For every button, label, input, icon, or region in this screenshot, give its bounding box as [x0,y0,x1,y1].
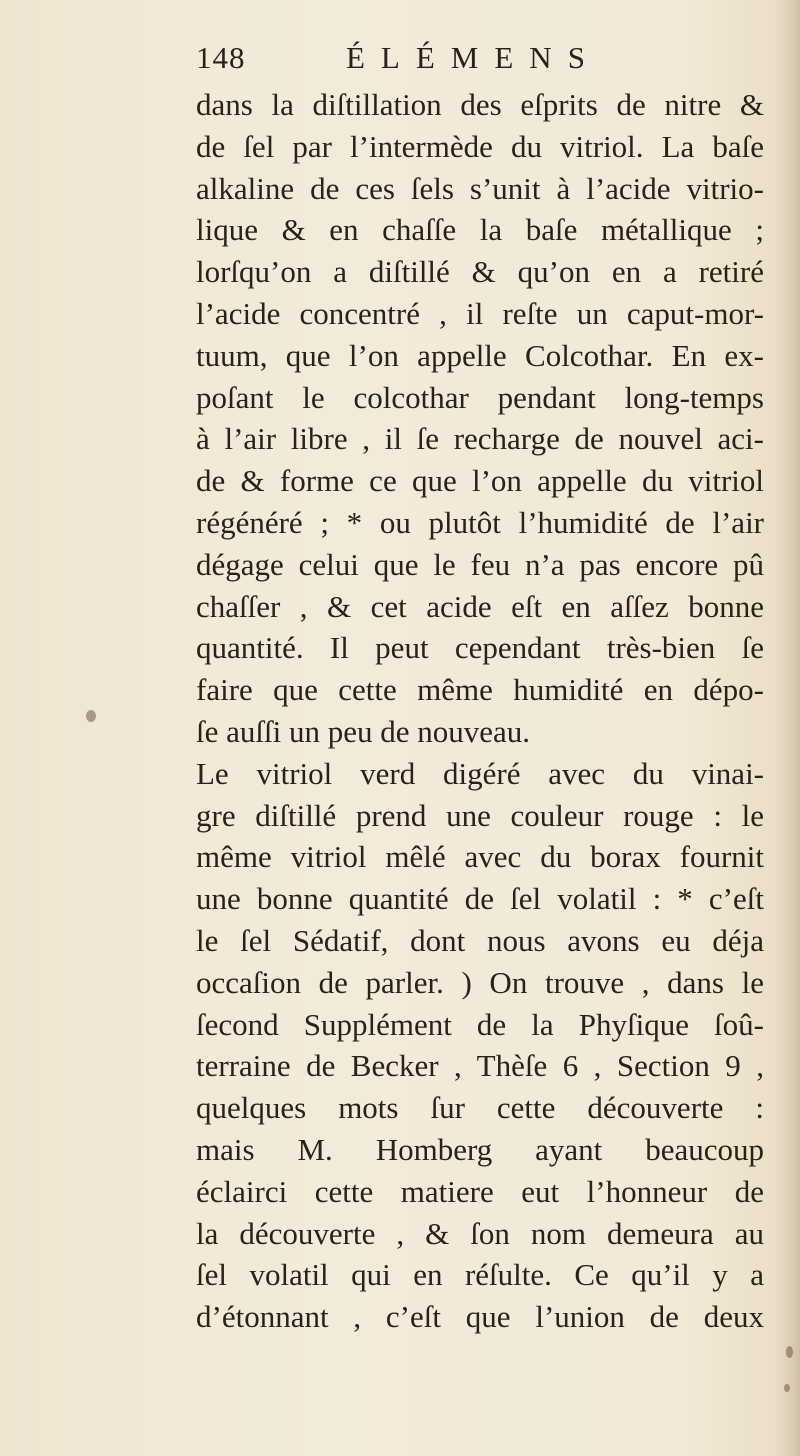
text-line: Le vitriol verd digéré avec du vinai- [196,755,764,791]
text-line: lorſqu’on a diſtillé & qu’on en a retiré [196,254,764,290]
text-line: une bonne quantité de ſel volatil : * c’eſt [196,881,764,917]
text-line: l’acide concentré , il reſte un caput-mor- [196,295,764,331]
running-title: ÉLÉMENS [346,40,601,75]
text-line: ſecond Supplément de la Phyſique ſoû- [196,1006,764,1042]
text-line: lique & en chaſſe la baſe métallique ; [196,212,764,248]
paper-spot [786,1346,793,1358]
text-line: la découverte , & ſon nom demeura au [196,1215,764,1251]
text-line: régénéré ; * ou plutôt l’humidité de l’air [196,504,764,540]
text-line: ſe auſſi un peu de nouveau. [196,713,531,749]
text-line: alkaline de ces ſels s’unit à l’acide vitrio- [196,170,764,206]
text-line: tuum, que l’on appelle Colcothar. En ex- [196,337,764,373]
text-line: de ſel par l’intermède du vitriol. La baſe [196,128,764,164]
text-line: mais M. Homberg ayant beaucoup [196,1131,764,1167]
text-line: éclairci cette matiere eut l’honneur de [196,1173,764,1209]
page-number: 148 [196,40,246,75]
text-line: même vitriol mêlé avec du borax fournit [196,839,764,875]
text-line: de & forme ce que l’on appelle du vitriol [196,463,764,499]
text-line: faire que cette même humidité en dépo- [196,672,764,708]
text-line: quelques mots ſur cette découverte : [196,1090,764,1126]
body-text [196,84,764,1338]
page-edge-shadow [774,0,800,1456]
text-line: chaſſer , & cet acide eſt en aſſez bonne [196,588,764,624]
text-line: dégage celui que le feu n’a pas encore pû [196,546,764,582]
paper-spot [784,1384,790,1392]
page-header [196,40,616,84]
text-line: gre diſtillé prend une couleur rouge : le [196,797,764,833]
text-line: poſant le colcothar pendant long-temps [196,379,764,415]
text-line: quantité. Il peut cependant très-bien ſe [196,630,764,666]
text-line: à l’air libre , il ſe recharge de nouvel aci- [196,421,764,457]
text-line: dans la diſtillation des eſprits de nitre & [196,87,764,122]
paper-spot [86,710,96,722]
text-line: le ſel Sédatif, dont nous avons eu déja [196,922,764,958]
text-line: occaſion de parler. ) On trouve , dans le [196,964,764,1000]
text-line: terraine de Becker , Thèſe 6 , Section 9 , [196,1048,764,1084]
text-line: ſel volatil qui en réſulte. Ce qu’il y a [196,1257,764,1293]
text-line: d’étonnant , c’eſt que l’union de deux [196,1299,764,1335]
